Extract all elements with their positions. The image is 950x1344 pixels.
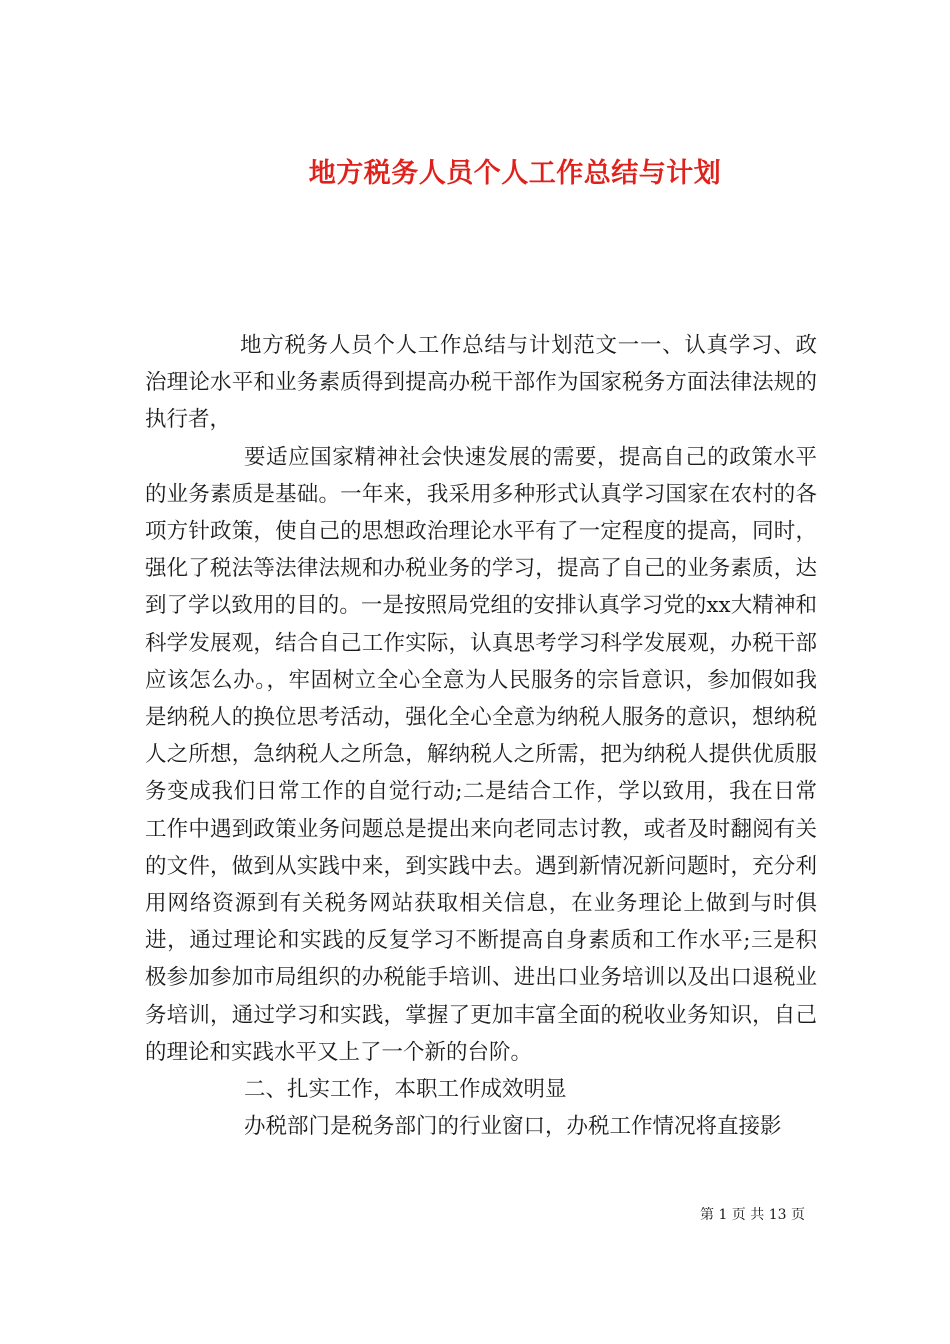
paragraph-study: 要适应国家精神社会快速发展的需要，提高自己的政策水平的业务素质是基础。一年来，我采用多种形式认真学习国家在农村的各项方针政策，使自己的思想政治理论水平有了一定程度的提高，同时，强化了税法等法律法规和办税业务的学习，提高了自己的业务素质，达到了学以致用的目的。一是按照局党组的安排认真学习党的xx大精神和科学发展观，结合自己工作实际，认真思考学习科学发展观，办税干部应该怎么办。，牢固树立全心全意为人民服务的宗旨意识，参加假如我是纳税人的换位思考活动，强化全心全意为纳税人服务的意识，想纳税人之所想，急纳税人之所急，解纳税人之所需，把为纳税人提供优质服务变成我们日常工作的自觉行动;二是结合工作，学以致用，我在日常工作中遇到政策业务问题总是提出来向老同志讨教，或者及时翻阅有关的文件，做到从实践中来，到实践中去。遇到新情况新问题时，充分利用网络资源到有关税务网站获取相关信息，在业务理论上做到与时俱进，通过理论和实践的反复学习不断提高自身素质和工作水平;三是积极参加参加市局组织的办税能手培训、进出口业务培训以及出口退税业务培训，通过学习和实践，掌握了更加丰富全面的税收业务知识，自己的理论和实践水平又上了一个新的台阶。 [145, 444, 817, 1065]
document-body [145, 327, 817, 1145]
section-heading-work: 二、扎实工作，本职工作成效明显 [244, 1077, 567, 1103]
paragraph-intro: 地方税务人员个人工作总结与计划范文一一、认真学习、政治理论水平和业务素质得到提高办税干部作为国家税务方面法律法规的执行者， [145, 333, 817, 433]
paragraph-work: 办税部门是税务部门的行业窗口，办税工作情况将直接影 [244, 1114, 782, 1140]
page-number: 第 1 页 共 13 页 [700, 1207, 805, 1223]
document-title: 地方税务人员个人工作总结与计划 [308, 158, 722, 190]
